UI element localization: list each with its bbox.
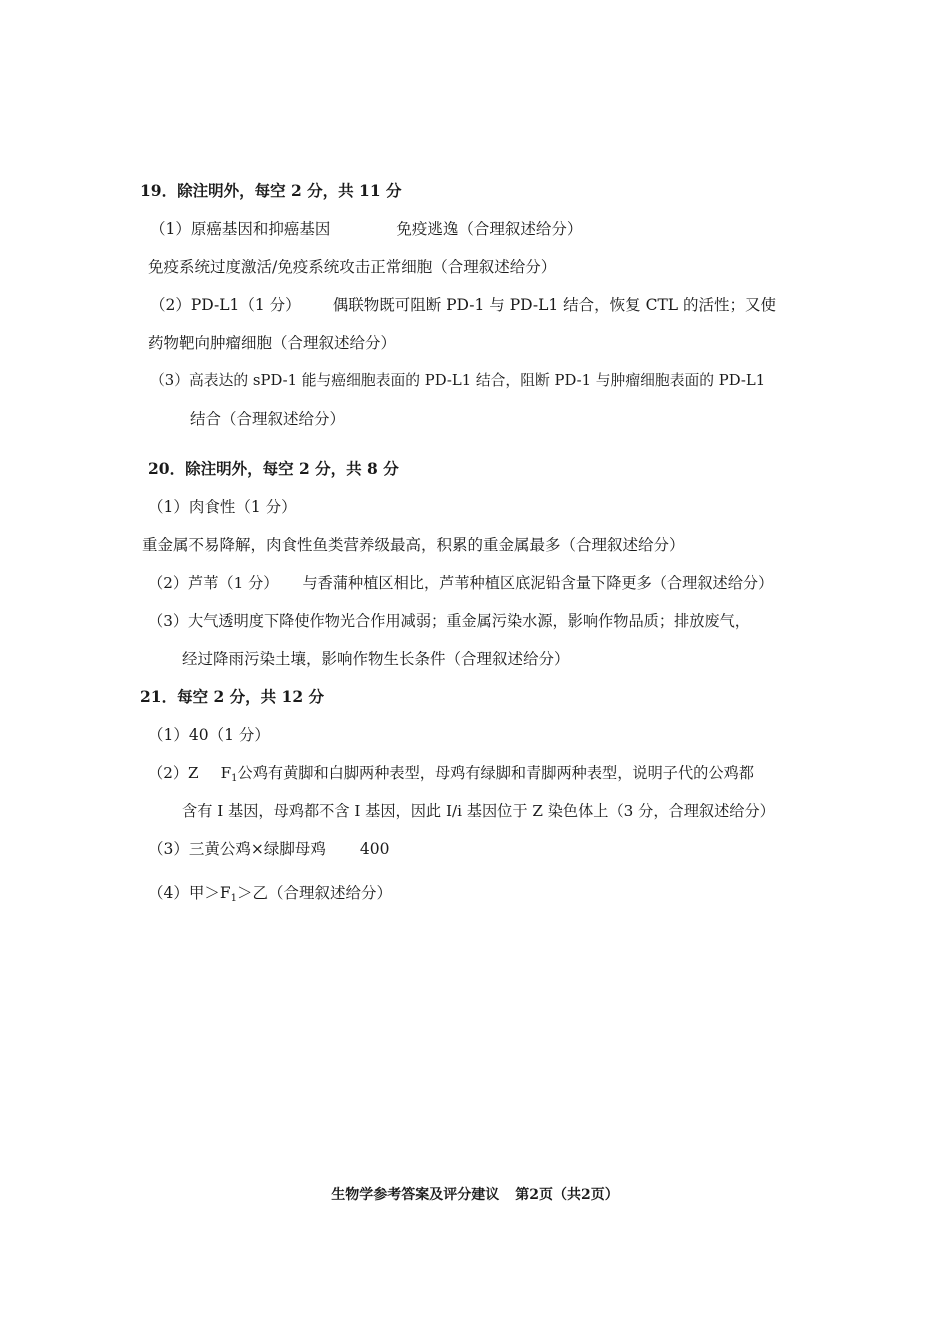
page-footer [0, 1184, 950, 1204]
q21-answer-3 [148, 838, 389, 860]
q19-answer-3b: 结合（合理叙述给分） [190, 410, 346, 428]
q19-answer-3a: （3）高表达的 sPD-1 能与癌细胞表面的 PD-L1 结合，阻断 PD-1 与肿瘤细胞表面的 PD-L1 [150, 372, 766, 389]
q21-answer-4a: （4）甲＞F [148, 884, 231, 902]
q20-answer-1b: 重金属不易降解，肉食性鱼类营养级最高，积累的重金属最多（合理叙述给分） [142, 536, 685, 554]
q19-answer-2b: 偶联物既可阻断 PD-1 与 PD-L1 结合，恢复 CTL 的活性；又使 [332, 296, 777, 314]
q21-heading: 21．每空 2 分，共 12 分 [140, 687, 325, 706]
q21-answer-1: （1）40（1 分） [148, 726, 270, 744]
q19-answer-1b: 免疫逃逸（合理叙述给分） [396, 220, 583, 238]
q19-heading: 19．除注明外，每空 2 分，共 11 分 [140, 181, 402, 200]
q19-answer-2a: （2）PD-L1（1 分） [150, 296, 301, 314]
footer-title: 生物学参考答案及评分建议 [331, 1187, 500, 1203]
q21-answer-2b: 含有 I 基因，母鸡都不含 I 基因，因此 I/i 基因位于 Z 染色体上（3 分，合理叙述给分） [182, 802, 775, 820]
q21-answer-4 [148, 882, 392, 904]
q20-heading: 20．除注明外，每空 2 分，共 8 分 [148, 459, 399, 478]
q21-answer-2-rest: 公鸡有黄脚和白脚两种表型，母鸡有绿脚和青脚两种表型，说明子代的公鸡都 [237, 764, 754, 782]
q21-answer-2 [148, 762, 754, 784]
q19-answer-2c: 药物靶向肿瘤细胞（合理叙述给分） [148, 334, 397, 352]
q21-answer-4b: ＞乙（合理叙述给分） [237, 884, 393, 902]
q21-answer-3a: （3）三黄公鸡×绿脚母鸡 [148, 840, 326, 858]
q21-answer-2-f: F [220, 764, 232, 782]
q19-answer-1a: （1）原癌基因和抑癌基因 [150, 220, 331, 238]
q21-answer-2-sub: 1 [231, 773, 238, 784]
q20-answer-3a: （3）大气透明度下降使作物光合作用减弱；重金属污染水源，影响作物品质；排放废气， [148, 612, 750, 630]
q20-answer-1a: （1）肉食性（1 分） [148, 498, 297, 516]
q20-answer-2 [148, 572, 773, 594]
q19-answer-1 [150, 218, 582, 240]
q19-answer-1c: 免疫系统过度激活/免疫系统攻击正常细胞（合理叙述给分） [148, 258, 557, 276]
q19-answer-2 [150, 294, 776, 316]
footer-page-number: 第2页（共2页） [515, 1187, 619, 1203]
q21-answer-4-sub: 1 [230, 893, 237, 904]
q21-answer-2-prefix: （2）Z [148, 764, 199, 782]
q20-answer-2b: 与香蒲种植区相比，芦苇种植区底泥铅含量下降更多（合理叙述给分） [302, 574, 774, 592]
q20-answer-2a: （2）芦苇（1 分） [148, 574, 279, 592]
q20-answer-3b: 经过降雨污染土壤，影响作物生长条件（合理叙述给分） [182, 650, 570, 668]
q21-answer-3b: 400 [359, 840, 390, 858]
